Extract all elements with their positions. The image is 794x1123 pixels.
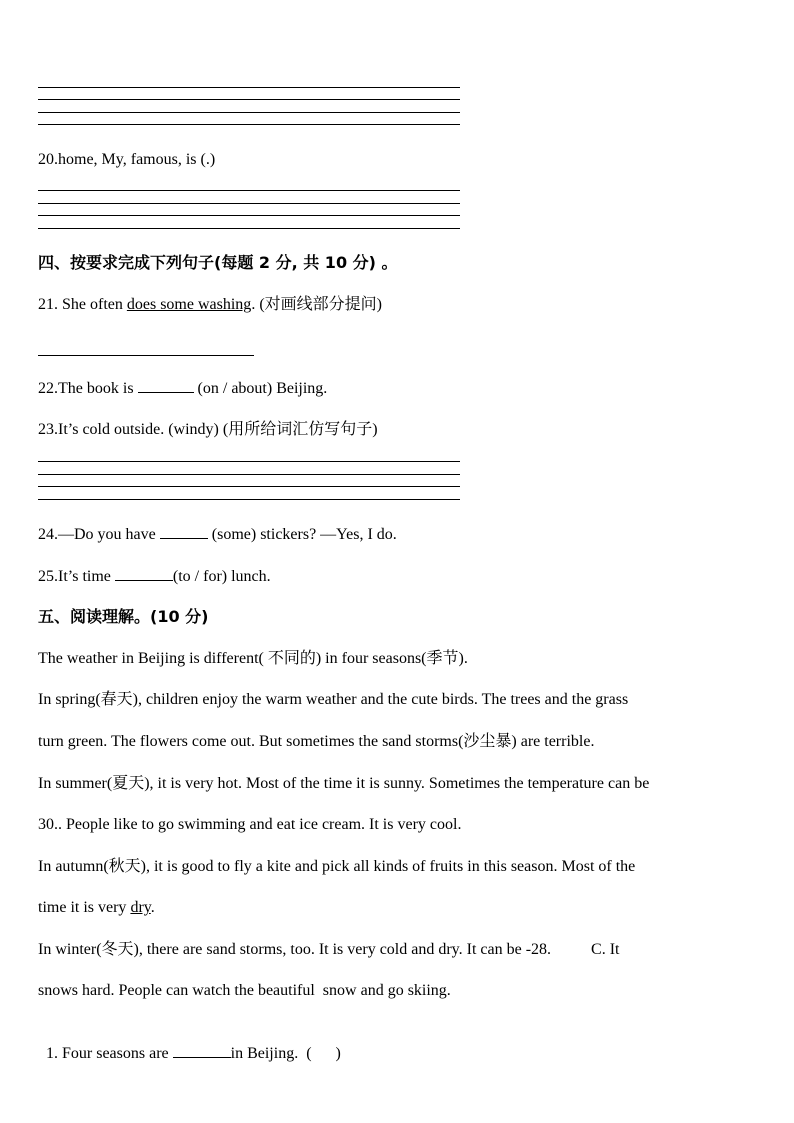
answer-line xyxy=(38,461,460,462)
answer-line xyxy=(38,486,460,487)
question-text: home, My, famous, is (.) xyxy=(58,151,216,168)
question-21: 21. She often does some washing. (对画线部分提问) xyxy=(38,296,382,313)
question-22: 22.The book is (on / about) Beijing. xyxy=(38,380,328,397)
question-number: 21 xyxy=(38,296,54,313)
passage-line: The weather in Beijing is different( 不同的) in four seasons(季节). xyxy=(38,650,468,667)
passage-line: snows hard. People can watch the beautiful snow and go skiing. xyxy=(38,982,451,999)
fill-blank[interactable] xyxy=(160,524,208,539)
answer-line xyxy=(38,190,460,191)
answer-line xyxy=(38,355,254,356)
section-five-title: 五、阅读理解。(10 分) xyxy=(38,607,209,626)
fill-blank[interactable] xyxy=(115,566,173,581)
underlined-word: dry xyxy=(130,899,151,916)
answer-line xyxy=(38,474,460,475)
question-25: 25.It’s time (to / for) lunch. xyxy=(38,568,271,585)
passage-line: turn green. The flowers come out. But sometimes the sand storms(沙尘暴) are terrible. xyxy=(38,733,595,750)
passage-line: 30.. People like to go swimming and eat ice cream. It is very cool. xyxy=(38,816,462,833)
answer-line xyxy=(38,87,460,88)
question-text: It’s cold outside. (windy) (用所给词汇仿写句子) xyxy=(58,421,378,438)
question-20 xyxy=(38,150,215,170)
question-number: 20. xyxy=(38,151,58,168)
answer-line xyxy=(38,124,460,125)
answer-line xyxy=(38,112,460,113)
question-24: 24.—Do you have (some) stickers? —Yes, I do. xyxy=(38,526,397,543)
question-number: 24. xyxy=(38,526,58,543)
passage-line: time it is very dry. xyxy=(38,899,155,916)
section-four-title: 四、按要求完成下列句子(每题 2 分, 共 10 分) 。 xyxy=(38,253,398,272)
answer-line xyxy=(38,228,460,229)
passage-line: In winter(冬天), there are sand storms, too. It is very cold and dry. It can be -28. C. It xyxy=(38,941,620,958)
question-number: 23. xyxy=(38,421,58,438)
question-number: 22. xyxy=(38,380,58,397)
fill-blank[interactable] xyxy=(173,1043,231,1058)
passage-line: In spring(春天), children enjoy the warm weather and the cute birds. The trees and the grass xyxy=(38,691,629,708)
underlined-phrase: does some washing xyxy=(126,296,252,313)
answer-line xyxy=(38,215,460,216)
fill-blank[interactable] xyxy=(138,378,194,393)
answer-line xyxy=(38,499,460,500)
answer-line xyxy=(38,99,460,100)
answer-line xyxy=(38,203,460,204)
question-number: 25. xyxy=(38,568,58,585)
passage-line: In autumn(秋天), it is good to fly a kite and pick all kinds of fruits in this season. Most of the xyxy=(38,858,636,875)
reading-question-1: 1. Four seasons are in Beijing. ( ) xyxy=(46,1045,341,1062)
question-23 xyxy=(38,420,378,440)
passage-line: In summer(夏天), it is very hot. Most of the time it is sunny. Sometimes the temperature can be xyxy=(38,775,650,792)
